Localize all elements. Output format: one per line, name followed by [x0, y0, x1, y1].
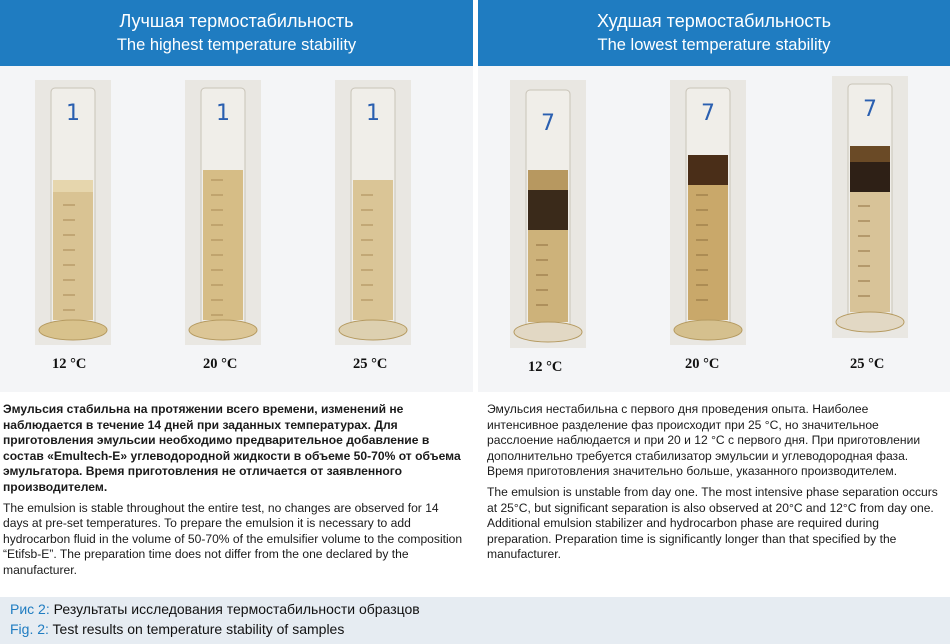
cylinder-left-2 — [183, 80, 263, 345]
cylinder-label-left-1: 1 — [66, 101, 80, 126]
panel-divider — [473, 0, 478, 392]
cylinder-left-3 — [333, 80, 413, 345]
cylinder-label-right-1: 7 — [541, 111, 555, 136]
right-panel-header — [478, 0, 950, 66]
cylinder-label-right-3: 7 — [863, 97, 877, 122]
figure-caption — [0, 597, 950, 644]
left-description-en: The emulsion is stable throughout the entire test, no changes are observed for 14 days at pre-set temperatures. To prepare the emulsion it is necessary to add hydrocarbon fluid in the volume of 50-70% of the emulsifier volume to the composition “Etifsb-E”. The preparation time does not differ from the one declared by the manufacturer. — [3, 500, 463, 577]
cylinder-right-1 — [508, 80, 588, 348]
caption-ru — [10, 601, 420, 617]
right-description-en: The emulsion is unstable from day one. The most intensive phase separation occurs at 25°C, but significant separation is also observed at 20°C and 12°C from day one. Additional emulsion stabilizer and hydrocarbon phase are required during preparation. Preparation time is significantly longer than that specified by the manufacturer. — [487, 484, 938, 562]
caption-en-text: Test results on temperature stability of samples — [52, 621, 345, 637]
cylinder-label-left-3: 1 — [366, 101, 380, 126]
caption-ru-label: Рис 2: — [10, 601, 50, 617]
temp-right-3: 25 °C — [850, 356, 885, 372]
caption-ru-text: Результаты исследования термостабильности образцов — [53, 601, 420, 617]
right-title-en: The lowest temperature stability — [597, 36, 831, 54]
temp-right-1: 12 °C — [528, 359, 563, 375]
cylinder-label-left-2: 1 — [216, 101, 230, 126]
temp-left-2: 20 °C — [203, 356, 238, 372]
temp-right-2: 20 °C — [685, 356, 720, 372]
right-title-ru: Худшая термостабильность — [596, 11, 832, 31]
left-description-ru: Эмульсия стабильна на протяжении всего времени, изменений не наблюдается в течение 14 дней при заданных температурах. Для приготовления эмульсии необходимо предварительное добавление в состав «Emultech-E» углеводородной жидкости в объеме 50-70% от объема эмульгатора. Время приготовления не отличается от заявленного производителем. — [3, 402, 461, 494]
cylinder-left-1 — [33, 80, 113, 345]
right-description — [487, 402, 942, 568]
cylinder-right-3 — [830, 76, 910, 338]
left-description — [3, 402, 465, 584]
left-title-ru: Лучшая термостабильность — [119, 11, 354, 31]
temp-left-1: 12 °C — [52, 356, 87, 372]
temp-left-3: 25 °C — [353, 356, 388, 372]
left-panel-header — [0, 0, 473, 66]
cylinder-label-right-2: 7 — [701, 101, 715, 126]
cylinder-right-2 — [668, 80, 748, 345]
caption-en-label: Fig. 2: — [10, 621, 49, 637]
right-description-ru: Эмульсия нестабильна с первого дня проведения опыта. Наиболее интенсивное разделение фаз происходит при 25 °C, но значительное расслоение наблюдается и при 20 и 12 °C с первого дня. При приготовлении дополнительно требуется стабилизатор эмульсии и углеводородная фаза. Время приготовления значительно больше, указанного производителем. — [487, 402, 921, 479]
left-title-en: The highest temperature stability — [116, 36, 357, 54]
caption-en — [10, 621, 344, 637]
